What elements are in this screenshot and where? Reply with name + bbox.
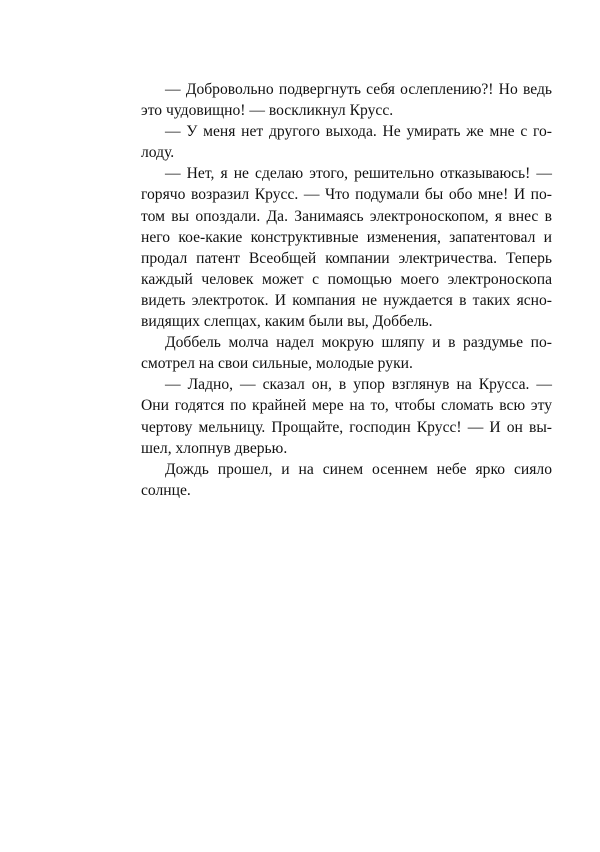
paragraph-3-line-6: каждый человек может с помощью моего электроноскопа — [141, 270, 552, 288]
body-text — [141, 79, 552, 501]
paragraph-2-line-2: лоду. — [141, 144, 175, 162]
paragraph-3-line-2: горячо возразил Крусс. — Что подумали бы обо мне! И по- — [141, 186, 552, 204]
paragraph-3-line-3: том вы опоздали. Да. Занимаясь электроноскопом, я внес в — [141, 207, 552, 225]
paragraph-3-line-7: видеть электроток. И компания не нуждается в таких ясно- — [141, 291, 552, 309]
paragraph-1-line-2: это чудовищно! — воскликнул Крусс. — [141, 102, 394, 120]
paragraph-3-line-4: него кое-какие конструктивные изменения, запатентовал и — [141, 228, 552, 246]
paragraph-3-line-5: продал патент Всеобщей компании электричества. Теперь — [141, 249, 552, 267]
paragraph-5-line-4: шел, хлопнув дверью. — [141, 439, 288, 457]
paragraph-5-line-1: — Ладно, — сказал он, в упор взглянув на Крусса. — — [165, 376, 552, 394]
paragraph-6-line-1: Дождь прошел, и на синем осеннем небе ярко сияло — [165, 460, 552, 478]
paragraph-1-line-1: — Добровольно подвергнуть себя ослеплению?! Но ведь — [165, 81, 552, 98]
paragraph-4-line-2: смотрел на свои сильные, молодые руки. — [141, 355, 413, 373]
paragraph-3-line-8: видящих слепцах, каким были вы, Доббель. — [141, 313, 433, 331]
paragraph-6-line-2: солнце. — [141, 481, 191, 499]
paragraph-5-line-3: чертову мельницу. Прощайте, господин Крусс! — И он вы- — [141, 418, 552, 436]
paragraph-4-line-1: Доббель молча надел мокрую шляпу и в раздумье по- — [165, 334, 552, 352]
paragraph-5-line-2: Они годятся по крайней мере на то, чтобы сломать всю эту — [141, 397, 552, 415]
paragraph-3-line-1: — Нет, я не сделаю этого, решительно отказываюсь! — — [165, 165, 552, 183]
paragraph-2-line-1: — У меня нет другого выхода. Не умирать же мне с го- — [165, 123, 552, 141]
